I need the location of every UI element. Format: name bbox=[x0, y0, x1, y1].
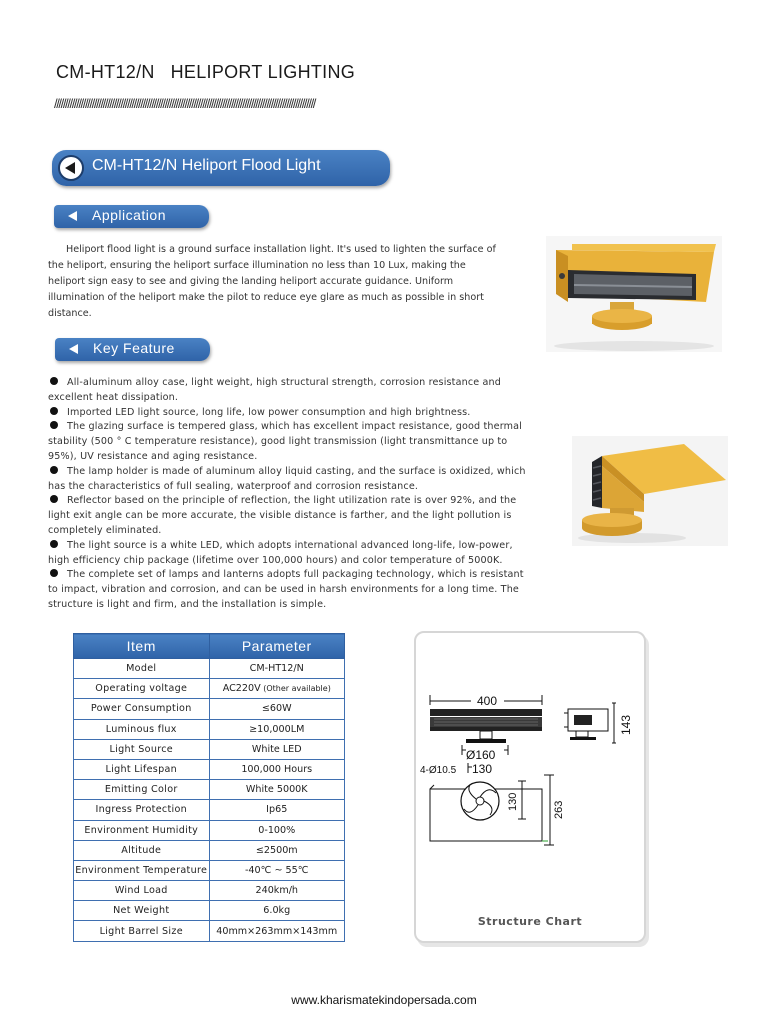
dim-height: 143 bbox=[619, 714, 633, 735]
bullet-icon bbox=[50, 407, 58, 415]
product-image-side bbox=[572, 436, 728, 546]
dim-holes: 4-Ø10.5 bbox=[420, 765, 457, 776]
application-banner bbox=[54, 205, 209, 228]
page-title: CM-HT12/N HELIPORT LIGHTING bbox=[56, 62, 356, 82]
table-header-parameter: Parameter bbox=[209, 634, 345, 659]
list-item: The complete set of lamps and lanterns adopts full packaging technology, which is resistant to impact, vibration and corrosion, and can be used in harsh environments for a long time. The structure is light and firm, and the installation is simple. bbox=[48, 569, 524, 610]
main-banner-label: CM-HT12/N Heliport Flood Light bbox=[92, 157, 321, 174]
left-arrow-icon bbox=[68, 211, 77, 221]
list-item: The glazing surface is tempered glass, which has excellent impact resistance, good thermal stability (500 ° C temperature resistance), good light transmission (light transmittance up to 95%), UV resistance and aging resistance. bbox=[48, 421, 522, 462]
table-row: Ingress Protection Ip65 bbox=[74, 800, 345, 820]
key-feature-list bbox=[48, 376, 530, 613]
table-row: Luminous flux ≥10,000LM bbox=[74, 719, 345, 739]
table-header-item: Item bbox=[74, 634, 210, 659]
dim-bolt-height: 130 bbox=[507, 792, 519, 811]
bullet-icon bbox=[50, 540, 58, 548]
table-row: Power Consumption ≤60W bbox=[74, 699, 345, 719]
bullet-icon bbox=[50, 466, 58, 474]
structure-drawing bbox=[416, 633, 644, 913]
table-row: Operating voltage AC220V (Other available) bbox=[74, 679, 345, 699]
key-feature-heading: Key Feature bbox=[93, 340, 175, 356]
table-row: Light Lifespan 100,000 Hours bbox=[74, 759, 345, 779]
dim-bolt-width: 130 bbox=[472, 762, 493, 776]
dim-base: Ø160 bbox=[466, 748, 496, 762]
bullet-icon bbox=[50, 421, 58, 429]
bullet-icon bbox=[50, 569, 58, 577]
structure-chart-caption: Structure Chart bbox=[477, 915, 583, 928]
key-feature-banner bbox=[55, 338, 210, 361]
list-item: Imported LED light source, long life, low power consumption and high brightness. bbox=[48, 406, 530, 421]
application-heading: Application bbox=[92, 207, 166, 223]
bullet-icon bbox=[50, 495, 58, 503]
structure-chart bbox=[414, 631, 646, 943]
product-image-front bbox=[546, 236, 722, 352]
list-item: The lamp holder is made of aluminum alloy liquid casting, and the surface is oxidized, which has the characteristics of full sealing, waterproof and corrosion resistance. bbox=[48, 465, 526, 492]
footer-website: www.kharismatekindopersada.com bbox=[291, 993, 477, 1007]
bullet-icon bbox=[50, 377, 58, 385]
list-item: The light source is a white LED, which adopts international advanced long-life, low-power, high efficiency chip package (lifetime over 100,000 hours) and color temperature of 5000K. bbox=[48, 539, 513, 566]
table-row: Wind Load 240km/h bbox=[74, 881, 345, 901]
list-item: Reflector based on the principle of reflection, the light utilization rate is over 92%, and the light exit angle can be more accurate, the visible distance is farther, and the light pollution is completely eliminated. bbox=[48, 495, 517, 536]
main-banner bbox=[52, 150, 390, 186]
table-row: Light Barrel Size 40mm×263mm×143mm bbox=[74, 921, 345, 941]
dim-width: 400 bbox=[477, 694, 498, 708]
table-row: Environment Humidity 0-100% bbox=[74, 820, 345, 840]
table-row: Altitude ≤2500m bbox=[74, 840, 345, 860]
title-divider: ////////////////////////////////////////////////////////////////////////////////////////////////////////////////////// bbox=[54, 96, 315, 111]
table-row: Environment Temperature -40℃ ~ 55℃ bbox=[74, 860, 345, 880]
table-row: Model CM-HT12/N bbox=[74, 659, 345, 679]
table-row: Net Weight 6.0kg bbox=[74, 901, 345, 921]
table-row: Emitting Color White 5000K bbox=[74, 780, 345, 800]
application-text: Heliport flood light is a ground surface installation light. It's used to lighten the surface of the heliport, ensuring the heliport surface illumination no less than 10 Lux, making the heliport sign easy to see and giving the landing heliport accurate guidance. Uniform illumination of the heliport make the pilot to reduce eye glare as much as possible in short distance. bbox=[48, 244, 496, 319]
left-arrow-icon bbox=[69, 344, 78, 354]
spec-table bbox=[73, 633, 345, 942]
table-row: Light Source White LED bbox=[74, 739, 345, 759]
list-item: All-aluminum alloy case, light weight, high structural strength, corrosion resistance and excellent heat dissipation. bbox=[48, 377, 502, 403]
dim-depth: 263 bbox=[553, 800, 565, 819]
back-arrow-icon bbox=[58, 155, 84, 181]
